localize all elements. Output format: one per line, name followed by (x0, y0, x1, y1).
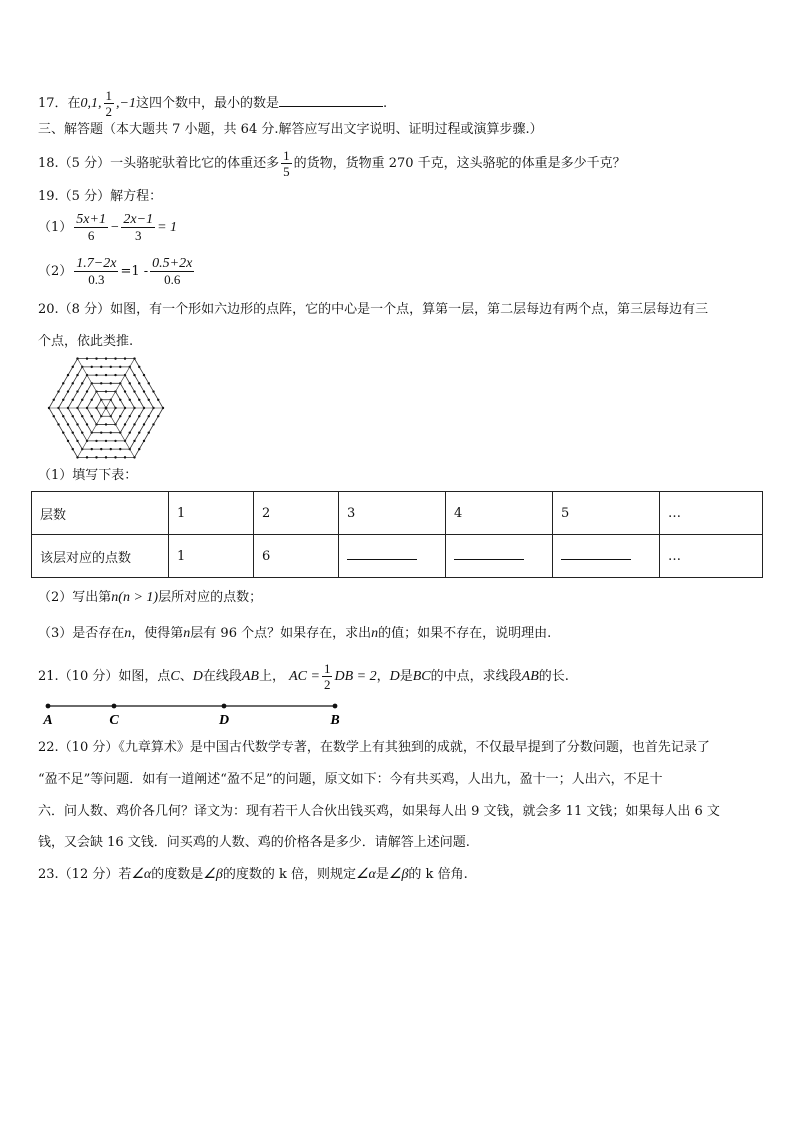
lattice-dot (100, 366, 102, 368)
lattice-dot (105, 456, 107, 458)
answer-blank[interactable] (454, 549, 524, 560)
lattice-dot (143, 440, 145, 442)
q19-part2-label: （2） (38, 264, 73, 279)
lattice-dot (129, 415, 131, 417)
table-cell: 5 (553, 492, 660, 535)
lattice-dot (114, 374, 116, 376)
table-row (32, 492, 763, 535)
lattice-dot (138, 399, 140, 401)
table-cell: 4 (446, 492, 553, 535)
q19-p2-fraction-2 (150, 256, 194, 287)
q23-text: 是 (375, 867, 389, 882)
point-d-label: D (218, 713, 230, 728)
question-20-line-1: 20.（8 分）如图，有一个形如六边形的点阵，它的中心是一个点，算第一层，第二层每边有两个点，第三层每边有三 (38, 302, 709, 317)
lattice-dot (129, 431, 131, 433)
q19-part1-label: （1） (38, 220, 73, 235)
point-c-label: C (170, 669, 180, 684)
lattice-dot (67, 374, 69, 376)
q20-part3-text: ，使得第 (131, 626, 184, 641)
table-cell: 1 (169, 535, 254, 578)
lattice-dot (110, 431, 112, 433)
lattice-dot (138, 366, 140, 368)
question-19-heading: 19.（5 分）解方程： (38, 189, 163, 204)
lattice-dot (72, 415, 74, 417)
q20-part-1: （1）填写下表： (38, 468, 138, 483)
q23-text: 的 k 倍角. (408, 867, 468, 882)
lattice-dot (100, 431, 102, 433)
lattice-dot (67, 423, 69, 425)
q21-equation-b: DB = 2 (334, 669, 377, 684)
lattice-dot (138, 448, 140, 450)
q20-part-3 (38, 625, 551, 643)
table-blank-cell[interactable] (339, 535, 446, 578)
q18-fraction (281, 148, 292, 179)
question-22-line-1: 22.（10 分）《九章算术》是中国古代数学专著，在数学上有其独到的成就，不仅最早提到了分数问题，也首先记录了 (38, 740, 710, 755)
angle-beta: ∠β (388, 867, 409, 882)
lattice-dot (95, 456, 97, 458)
q21-text: 是 (399, 669, 413, 684)
lattice-dot (95, 440, 97, 442)
lattice-dot (72, 448, 74, 450)
lattice-dot (76, 357, 78, 359)
variable-n: n (124, 626, 132, 641)
lattice-dot (95, 357, 97, 359)
lattice-dot (114, 456, 116, 458)
q21-fraction (322, 661, 333, 692)
q20-part2-math: n(n > 1) (111, 590, 159, 605)
fraction-numerator: 5x+1 (76, 212, 106, 227)
lattice-dot (76, 456, 78, 458)
segment-bc-label: BC (412, 669, 431, 684)
lattice-dot (105, 390, 107, 392)
dot-count-table (31, 491, 763, 578)
angle-beta: ∠β (203, 867, 223, 882)
lattice-dot (105, 423, 107, 425)
q17-end: . (383, 96, 388, 111)
lattice-dot (91, 448, 93, 450)
q19-p1-rhs: = 1 (157, 220, 178, 235)
fraction-denominator: 0.6 (150, 271, 194, 287)
fraction-numerator: 1 (105, 88, 113, 103)
q19-p1-fraction-2 (121, 212, 155, 243)
lattice-dot (62, 415, 64, 417)
fraction-denominator: 2 (323, 677, 331, 692)
lattice-dot (100, 382, 102, 384)
lattice-dot (72, 431, 74, 433)
q20-part-2 (38, 589, 262, 607)
lattice-dot (76, 390, 78, 392)
lattice-dot (148, 399, 150, 401)
point-b (333, 704, 338, 709)
lattice-dot (86, 423, 88, 425)
lattice-dot (105, 357, 107, 359)
table-row (32, 535, 763, 578)
lattice-dot (114, 440, 116, 442)
lattice-dot (67, 390, 69, 392)
lattice-dot (152, 423, 154, 425)
lattice-dot (138, 415, 140, 417)
lattice-dot (110, 382, 112, 384)
fraction-numerator: 1.7−2x (76, 256, 117, 271)
point-d-label: D (389, 669, 400, 684)
lattice-dot (143, 423, 145, 425)
lattice-dot (53, 399, 55, 401)
q21-text: 的长. (538, 669, 569, 684)
lattice-dot (119, 415, 121, 417)
lattice-dot (138, 431, 140, 433)
q23-text: 23.（12 分）若 (38, 867, 132, 882)
fraction-numerator: 1 (283, 148, 290, 163)
lattice-dot (62, 399, 64, 401)
q21-text: 上， (258, 669, 285, 684)
q19-p2-fraction-1 (74, 256, 118, 287)
lattice-dot (72, 366, 74, 368)
table-cell: 3 (339, 492, 446, 535)
lattice-dot (124, 423, 126, 425)
table-cell: 1 (169, 492, 254, 535)
segment-ab-label: AB (241, 669, 259, 684)
segment-ab-label: AB (521, 669, 539, 684)
lattice-dot (86, 456, 88, 458)
table-cell: 6 (254, 535, 339, 578)
lattice-dot (72, 382, 74, 384)
q21-text: 、 (179, 669, 193, 684)
point-d (222, 704, 227, 709)
lattice-dot (76, 423, 78, 425)
section-heading: 三、解答题（本大题共 7 小题，共 64 分.解答应写出文字说明、证明过程或演算步骤.） (38, 122, 543, 137)
lattice-dot (53, 415, 55, 417)
q17-negative: ,−1 (116, 96, 136, 111)
q20-part3-text: （3）是否存在 (38, 626, 125, 641)
lattice-dot (95, 374, 97, 376)
question-17 (38, 88, 387, 119)
lattice-dot (119, 366, 121, 368)
question-21 (38, 661, 569, 692)
table-blank-cell[interactable] (446, 535, 553, 578)
table-cell: 该层对应的点数 (32, 535, 169, 578)
q17-numbers: 0,1, (80, 96, 102, 111)
fraction-denominator: 5 (283, 164, 290, 179)
hexagon-dot-lattice-figure (48, 358, 164, 458)
lattice-dot (105, 374, 107, 376)
lattice-dot (81, 415, 83, 417)
lattice-dot (110, 366, 112, 368)
lattice-dot (76, 440, 78, 442)
point-c (112, 704, 117, 709)
angle-alpha: ∠α (131, 867, 152, 882)
q19-p1-operator: − (109, 220, 120, 235)
point-a-label: A (43, 713, 53, 728)
lattice-dot (91, 366, 93, 368)
table-cell: 层数 (32, 492, 169, 535)
lattice-dot (119, 448, 121, 450)
question-20-line-2: 个点，依此类推. (38, 334, 134, 349)
variable-n: n (183, 626, 191, 641)
lattice-dot (62, 382, 64, 384)
q21-equation-a: AC = (289, 669, 320, 684)
lattice-dot (157, 399, 159, 401)
center-dot (105, 407, 108, 410)
lattice-dot (110, 448, 112, 450)
answer-blank[interactable] (279, 94, 383, 107)
question-23 (38, 866, 468, 884)
lattice-dot (133, 456, 135, 458)
lattice-dot (124, 357, 126, 359)
lattice-dot (86, 357, 88, 359)
lattice-dot (81, 382, 83, 384)
lattice-dot (129, 399, 131, 401)
q20-part2-text-a: （2）写出第 (38, 590, 112, 605)
lattice-dot (67, 440, 69, 442)
table-cell: … (660, 535, 763, 578)
q19-p2-middle: =1 - (120, 264, 149, 279)
variable-n: n (371, 626, 379, 641)
q23-text: 的度数是 (151, 867, 204, 882)
lattice-dot (124, 390, 126, 392)
q18-text-b: 的货物，货物重 270 千克，这头骆驼的体重是多少千克？ (293, 156, 626, 171)
lattice-dot (133, 357, 135, 359)
table-cell: … (660, 492, 763, 535)
q17-text: 这四个数中，最小的数是 (136, 96, 280, 111)
q19-equation-2 (38, 256, 196, 287)
point-d-label: D (192, 669, 203, 684)
lattice-dot (62, 431, 64, 433)
lattice-dot (133, 440, 135, 442)
q20-part3-text: 的值；如果不存在，说明理由. (378, 626, 552, 641)
lattice-dot (133, 423, 135, 425)
fraction-numerator: 0.5+2x (152, 256, 193, 271)
lattice-dot (119, 399, 121, 401)
lattice-dot (143, 390, 145, 392)
lattice-dot (81, 399, 83, 401)
q17-fraction (104, 88, 115, 119)
lattice-dot (57, 390, 59, 392)
table-cell: 2 (254, 492, 339, 535)
lattice-dot (76, 374, 78, 376)
lattice-dot (86, 390, 88, 392)
fraction-denominator: 2 (105, 104, 113, 119)
lattice-dot (157, 415, 159, 417)
answer-blank[interactable] (347, 549, 417, 560)
fraction-denominator: 3 (121, 227, 155, 243)
lattice-dot (143, 374, 145, 376)
fraction-denominator: 6 (74, 227, 108, 243)
fraction-denominator: 0.3 (74, 271, 118, 287)
q23-text: 的度数的 k 倍，则规定 (222, 867, 356, 882)
lattice-dot (148, 415, 150, 417)
lattice-dot (81, 431, 83, 433)
q21-text: 在线段 (202, 669, 242, 684)
q19-equation-1 (38, 212, 177, 243)
question-18 (38, 148, 626, 179)
lattice-dot (152, 390, 154, 392)
q17-prefix: 17．在 (38, 96, 81, 111)
line-segment-figure (38, 698, 358, 728)
q21-text: ， (376, 669, 390, 684)
point-c-label: C (109, 713, 119, 728)
q20-part2-text-b: 层所对应的点数； (158, 590, 263, 605)
lattice-dot (72, 399, 74, 401)
lattice-dot (124, 456, 126, 458)
lattice-dot (148, 431, 150, 433)
q18-text-a: 18.（5 分）一头骆驼驮着比它的体重还多 (38, 156, 280, 171)
lattice-dot (91, 399, 93, 401)
point-b-label: B (330, 713, 340, 728)
answer-blank[interactable] (561, 549, 631, 560)
lattice-dot (148, 382, 150, 384)
question-22-line-3: 六．问人数、鸡价各几何？译文为：现有若干人合伙出钱买鸡，如果每人出 9 文钱，就会多 11 文钱；如果每人出 6 文 (38, 804, 720, 819)
lattice-dot (138, 382, 140, 384)
table-blank-cell[interactable] (553, 535, 660, 578)
fraction-numerator: 1 (323, 661, 331, 676)
lattice-dot (57, 423, 59, 425)
q21-text: 的中点，求线段 (430, 669, 522, 684)
question-22-line-4: 钱，又会缺 16 文钱．问买鸡的人数、鸡的价格各是多少．请解答上述问题. (38, 835, 470, 850)
q20-part3-text: 层有 96 个点？如果存在，求出 (190, 626, 372, 641)
lattice-dot (114, 357, 116, 359)
lattice-dot (105, 440, 107, 442)
lattice-dot (133, 390, 135, 392)
point-a (46, 704, 51, 709)
fraction-numerator: 2x−1 (123, 212, 154, 227)
lattice-dot (133, 374, 135, 376)
lattice-dot (129, 382, 131, 384)
q19-p1-fraction-1 (74, 212, 108, 243)
lattice-dot (100, 448, 102, 450)
q21-text: 21.（10 分）如图，点 (38, 669, 171, 684)
lattice-dot (91, 415, 93, 417)
angle-alpha: ∠α (355, 867, 376, 882)
question-22-line-2: “盈不足”等问题．如有一道阐述“盈不足”的问题，原文如下：今有共买鸡，人出九，盈十一；人出六，不足十 (38, 772, 663, 787)
